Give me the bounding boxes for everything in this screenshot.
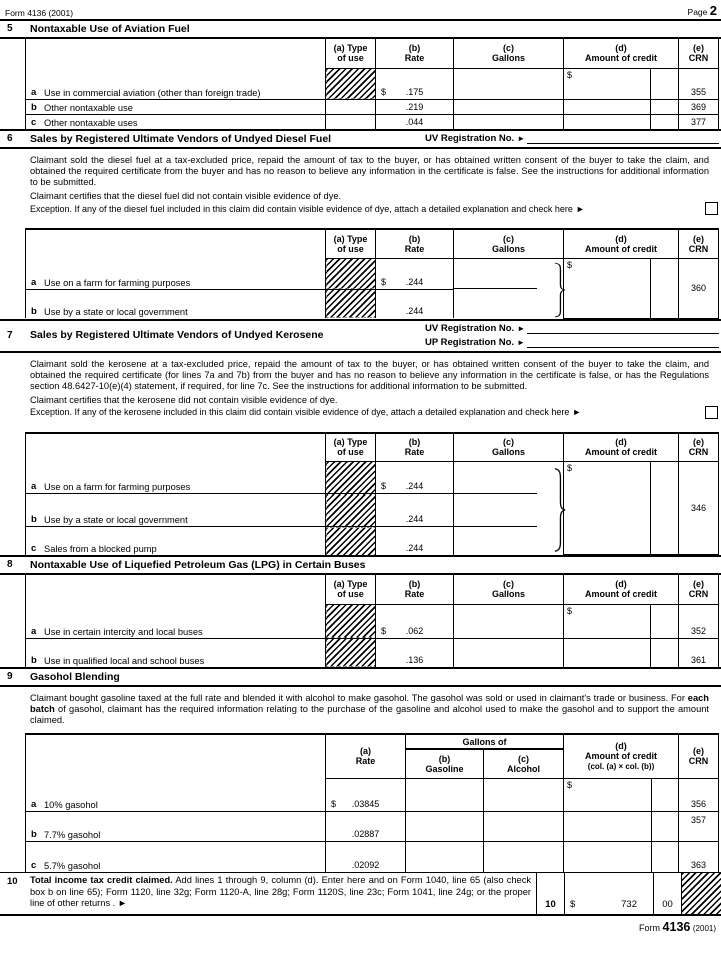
line-number-9: 9 bbox=[7, 671, 13, 682]
rate-cell-6a: $ .244 bbox=[376, 258, 454, 289]
crn-cell-5a: 355 bbox=[679, 68, 719, 99]
col-c-header: (c) Gallons bbox=[454, 575, 564, 604]
page-number: Page 2 bbox=[687, 3, 717, 18]
row-5a-label-cell: a Use in commercial aviation (other than foreign trade) bbox=[26, 68, 326, 99]
form-id: Form 4136 (2001) bbox=[5, 8, 74, 18]
dye-exception-checkbox-kerosene[interactable] bbox=[705, 406, 718, 419]
line-10-total-row bbox=[0, 872, 721, 916]
gallons-input-cell-5c[interactable] bbox=[454, 114, 564, 129]
gallons-of-header: Gallons of bbox=[406, 734, 564, 749]
type-of-use-shaded-cell bbox=[326, 68, 376, 99]
section5-heading: Nontaxable Use of Aviation Fuel bbox=[30, 22, 190, 35]
col-b-header: (b) Rate bbox=[376, 229, 454, 258]
gasoline-input-cell-9b[interactable] bbox=[406, 811, 484, 841]
gallons-input-cell-7b[interactable] bbox=[454, 494, 564, 527]
row-8b-label-cell: b Use in qualified local and school buses bbox=[26, 638, 326, 667]
rate-cell-6b: .244 bbox=[376, 289, 454, 318]
col-e-header: (e) CRN bbox=[679, 39, 719, 68]
gallons-input-cell-7a[interactable] bbox=[454, 462, 564, 494]
gasoline-input-cell-9c[interactable] bbox=[406, 841, 484, 872]
section7-certification: Claimant certifies that the kerosene did not contain visible evidence of dye. bbox=[30, 394, 338, 405]
crn-cell-8a: 352 bbox=[679, 604, 719, 638]
rate-cell-9c: .02092 bbox=[326, 841, 406, 872]
col-e-header: (e) CRN bbox=[679, 229, 719, 258]
cents-input-cell-5b[interactable] bbox=[651, 99, 679, 114]
uv-registration-input-line[interactable] bbox=[527, 134, 719, 144]
section6-paragraph: Claimant sold the diesel fuel at a tax-excluded price, repaid the amount of tax to the buyer, or has obtained written consent of the buyer to take the claim, and obtained the required certificate from the buyer and has no reason to believe any information in the certificate is false. See the instructions for additional information to be submitted. bbox=[30, 155, 709, 187]
col-d-header: (d) Amount of credit bbox=[564, 575, 679, 604]
desc-header-cell bbox=[26, 575, 326, 604]
type-of-use-shaded-cell bbox=[326, 258, 376, 289]
section7-exception-row: Exception. If any of the kerosene included in this claim did contain visible evidence of dye, attach a detailed explanation and check here ► bbox=[30, 406, 718, 419]
line-number-10: 10 bbox=[7, 876, 18, 887]
gasoline-input-cell-9a[interactable] bbox=[406, 778, 484, 811]
col-c-header: (c) Gallons bbox=[454, 229, 564, 258]
rate-cell-8b: .136 bbox=[376, 638, 454, 667]
rate-cell-7a: $ .244 bbox=[376, 462, 454, 494]
type-of-use-shaded-cell bbox=[326, 527, 376, 555]
crn-cell-9b: 357 bbox=[679, 811, 719, 841]
amount-input-cell-5a[interactable]: $ bbox=[564, 68, 651, 99]
cents-input-cell-5a[interactable] bbox=[651, 68, 679, 99]
type-of-use-cell-5b[interactable] bbox=[326, 99, 376, 114]
cents-input-cell-8b[interactable] bbox=[651, 638, 679, 667]
shaded-cell bbox=[681, 873, 721, 914]
cents-input-cell-8a[interactable] bbox=[651, 604, 679, 638]
type-of-use-shaded-cell bbox=[326, 462, 376, 494]
cents-input-cell-9a[interactable] bbox=[652, 778, 679, 811]
col-a-header: (a) Type of use bbox=[326, 229, 376, 258]
page-footer: Form 4136 (2001) bbox=[639, 919, 716, 934]
rate-cell-7b: .244 bbox=[376, 494, 454, 527]
uv-registration-row: UV Registration No. ► bbox=[425, 323, 721, 334]
col-d-header: (d) Amount of credit bbox=[564, 229, 679, 258]
section5-title bbox=[0, 19, 721, 39]
col-b-header: (b) Rate bbox=[376, 575, 454, 604]
col-d-header: (d) Amount of credit bbox=[564, 433, 679, 462]
up-registration-input-line[interactable] bbox=[527, 338, 719, 348]
crn-cell-6: 360 bbox=[679, 258, 719, 318]
total-credit-cents-cell: 00 bbox=[653, 873, 681, 914]
crn-cell-5c: 377 bbox=[679, 114, 719, 129]
type-of-use-cell-5c[interactable] bbox=[326, 114, 376, 129]
section8-heading: Nontaxable Use of Liquefied Petroleum Gas (LPG) in Certain Buses bbox=[30, 558, 366, 571]
uv-registration-row: UV Registration No. ► bbox=[425, 133, 721, 144]
row-9a-label-cell: a 10% gasohol bbox=[26, 778, 326, 811]
table-5 bbox=[0, 39, 721, 129]
type-of-use-shaded-cell bbox=[326, 289, 376, 318]
amount-input-cell-8b[interactable] bbox=[564, 638, 651, 667]
section6-title bbox=[0, 129, 721, 149]
line-10-box-number: 10 bbox=[536, 873, 564, 914]
alcohol-input-cell-9c[interactable] bbox=[484, 841, 564, 872]
alcohol-input-cell-9a[interactable] bbox=[484, 778, 564, 811]
gallons-input-cell-7c[interactable] bbox=[454, 527, 564, 555]
arrow-icon: ► bbox=[517, 134, 526, 143]
col-e-header: (e) CRN bbox=[679, 433, 719, 462]
desc-header-cell bbox=[26, 229, 326, 258]
row-6a-label-cell: a Use on a farm for farming purposes bbox=[26, 258, 326, 289]
row-7a-label-cell: a Use on a farm for farming purposes bbox=[26, 462, 326, 494]
row-5b-label-cell: b Other nontaxable use bbox=[26, 99, 326, 114]
arrow-icon: ► bbox=[517, 323, 526, 333]
rate-cell-8a: $ .062 bbox=[376, 604, 454, 638]
col-e-header: (e) CRN bbox=[679, 734, 719, 778]
gasoline-header: (b) Gasoline bbox=[406, 749, 484, 778]
arrow-icon: ► bbox=[517, 337, 525, 347]
type-of-use-shaded-cell bbox=[326, 494, 376, 527]
section9-heading: Gasohol Blending bbox=[30, 670, 120, 683]
line-number-7: 7 bbox=[7, 329, 13, 341]
dye-exception-checkbox-diesel[interactable] bbox=[705, 202, 718, 215]
section7-heading: Sales by Registered Ultimate Vendors of Undyed Kerosene bbox=[30, 329, 324, 341]
alcohol-input-cell-9b[interactable] bbox=[484, 811, 564, 841]
rate-cell-9b: .02887 bbox=[326, 811, 406, 841]
section6-certification: Claimant certifies that the diesel fuel did not contain visible evidence of dye. bbox=[30, 191, 342, 201]
col-a-header: (a) Type of use bbox=[326, 39, 376, 68]
col-c-header: (c) Gallons bbox=[454, 433, 564, 462]
page-header bbox=[0, 0, 721, 19]
gasohol-rate-header: (a) Rate bbox=[326, 734, 406, 778]
row-9b-label-cell: b 7.7% gasohol bbox=[26, 811, 326, 841]
col-b-header: (b) Rate bbox=[376, 39, 454, 68]
cents-input-cell-5c[interactable] bbox=[651, 114, 679, 129]
total-credit-amount-cell: $ 732 bbox=[564, 873, 653, 914]
crn-cell-8b: 361 bbox=[679, 638, 719, 667]
uv-registration-input-line[interactable] bbox=[527, 324, 719, 334]
gallons-input-cell-6b[interactable] bbox=[454, 289, 564, 318]
col-a-header: (a) Type of use bbox=[326, 575, 376, 604]
line-number-6: 6 bbox=[7, 133, 13, 144]
desc-header-cell bbox=[26, 734, 326, 778]
cents-input-cell-7[interactable] bbox=[651, 462, 679, 555]
section7-paragraph: Claimant sold the kerosene at a tax-excluded price, repaid the amount of tax to the buyer, or has obtained written consent of the buyer to take the claim, and obtained the required certificate (for lines 7a and 7b) from the buyer and has no reason to believe any information in the certificate is false, or has the Regulations section 48.6427-10(e)(4) statement, if required, for line 7c. See the instructions for additional information to be submitted. bbox=[30, 358, 709, 391]
col-a-header: (a) Type of use bbox=[326, 433, 376, 462]
cents-input-cell-6[interactable] bbox=[651, 258, 679, 318]
row-7b-label-cell: b Use by a state or local government bbox=[26, 494, 326, 527]
amount-input-cell-7[interactable]: $ bbox=[564, 462, 651, 555]
arrow-icon: ► bbox=[117, 898, 128, 908]
type-of-use-shaded-cell bbox=[326, 604, 376, 638]
rate-cell-9a: $ .03845 bbox=[326, 778, 406, 811]
crn-cell-7: 346 bbox=[679, 462, 719, 555]
rate-cell-5b: .219 bbox=[376, 99, 454, 114]
gallons-input-cell-8b[interactable] bbox=[454, 638, 564, 667]
gallons-input-cell-8a[interactable] bbox=[454, 604, 564, 638]
desc-header-cell bbox=[26, 39, 326, 68]
row-7c-label-cell: c Sales from a blocked pump bbox=[26, 527, 326, 555]
section9-title bbox=[0, 667, 721, 687]
table-6 bbox=[0, 228, 721, 319]
amount-input-cell-8a[interactable]: $ bbox=[564, 604, 651, 638]
col-b-header: (b) Rate bbox=[376, 433, 454, 462]
col-c-header: (c) Gallons bbox=[454, 39, 564, 68]
line-number-5: 5 bbox=[7, 23, 13, 34]
crn-cell-9c: 363 bbox=[679, 841, 719, 872]
up-registration-row: UP Registration No. ► bbox=[425, 337, 721, 348]
section8-title bbox=[0, 555, 721, 575]
section7-title bbox=[0, 319, 721, 353]
cents-input-cell-9b[interactable] bbox=[652, 811, 679, 841]
desc-header-cell bbox=[26, 433, 326, 462]
row-6b-label-cell: b Use by a state or local government bbox=[26, 289, 326, 318]
col-d-header: (d) Amount of credit bbox=[564, 39, 679, 68]
gallons-input-cell-5b[interactable] bbox=[454, 99, 564, 114]
total-credit-value: 732 bbox=[621, 898, 637, 910]
col-e-header: (e) CRN bbox=[679, 575, 719, 604]
arrow-icon: ► bbox=[575, 203, 585, 214]
type-of-use-shaded-cell bbox=[326, 638, 376, 667]
section6-heading: Sales by Registered Ultimate Vendors of Undyed Diesel Fuel bbox=[30, 132, 332, 145]
gasohol-amount-header: (d) Amount of credit (col. (a) × col. (b)) bbox=[564, 734, 679, 778]
section9-paragraph: Claimant bought gasoline taxed at the full rate and blended it with alcohol to make gasohol. The gasohol was sold or used in claimant's trade or business. For each batch of gasohol, claimant has the required information relating to the purchase of the gasoline and alcohol used to make the gasohol and to support the amount claimed. bbox=[30, 693, 709, 725]
arrow-icon: ► bbox=[572, 407, 582, 417]
line-number-8: 8 bbox=[7, 559, 13, 570]
table-7 bbox=[0, 432, 721, 556]
amount-input-cell-6[interactable]: $ bbox=[564, 258, 651, 318]
rate-cell-5c: .044 bbox=[376, 114, 454, 129]
line-10-description: Total income tax credit claimed. Add lines 1 through 9, column (d). Enter here and on Form 1040, line 65 (also check box b on line 65); Form 1120, line 32g; Form 1120-A, line 28g; Form 1120S, line 23c; Form 1041, line 24g; or the proper line of other returns . ► bbox=[30, 875, 531, 908]
amount-input-cell-9c[interactable] bbox=[564, 841, 652, 872]
row-9c-label-cell: c 5.7% gasohol bbox=[26, 841, 326, 872]
amount-input-cell-5c[interactable] bbox=[564, 114, 651, 129]
gallons-input-cell-5a[interactable] bbox=[454, 68, 564, 99]
crn-cell-9a: 356 bbox=[679, 778, 719, 811]
section6-exception-row: Exception. If any of the diesel fuel included in this claim did contain visible evidence of dye, attach a detailed explanation and check here ► bbox=[30, 202, 718, 215]
cents-input-cell-9c[interactable] bbox=[652, 841, 679, 872]
alcohol-header: (c) Alcohol bbox=[484, 749, 564, 778]
row-5c-label-cell: c Other nontaxable uses bbox=[26, 114, 326, 129]
rate-cell-7c: .244 bbox=[376, 527, 454, 555]
gallons-input-cell-6a[interactable] bbox=[454, 258, 564, 289]
crn-cell-5b: 369 bbox=[679, 99, 719, 114]
rate-cell-5a: $ .175 bbox=[376, 68, 454, 99]
amount-input-cell-9b[interactable] bbox=[564, 811, 652, 841]
table-8 bbox=[0, 575, 721, 667]
row-8a-label-cell: a Use in certain intercity and local buses bbox=[26, 604, 326, 638]
table-9 bbox=[0, 733, 721, 872]
amount-input-cell-5b[interactable] bbox=[564, 99, 651, 114]
amount-input-cell-9a[interactable]: $ bbox=[564, 778, 652, 811]
